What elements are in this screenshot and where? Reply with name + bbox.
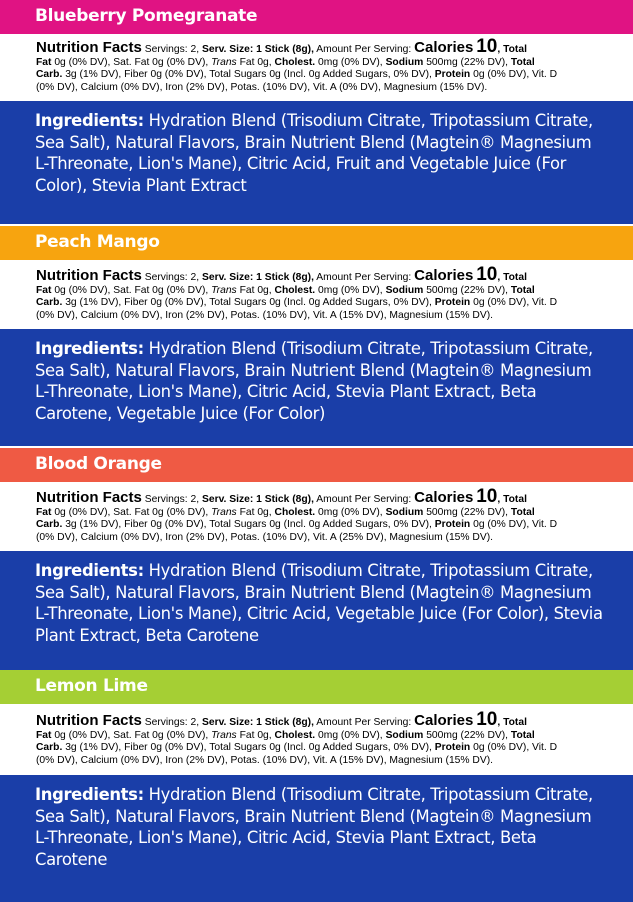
sodium-value: 500mg (22% DV), bbox=[426, 506, 509, 518]
trans-label: Trans bbox=[211, 284, 237, 296]
calories-label: Calories bbox=[414, 712, 474, 729]
servings-text: Servings: 2, bbox=[144, 272, 200, 283]
calories-label: Calories bbox=[414, 489, 474, 506]
protein-value: 0g (0% DV), Vit. D bbox=[473, 297, 558, 309]
serv-size-label: Serv. Size: bbox=[201, 272, 254, 283]
flavor-header bbox=[0, 226, 633, 260]
sodium-value: 500mg (22% DV), bbox=[426, 56, 509, 68]
total-label: , Total bbox=[497, 494, 527, 505]
calories-label: Calories bbox=[414, 267, 474, 284]
carb-label: Carb. bbox=[36, 519, 63, 531]
carb-label: Carb. bbox=[36, 297, 63, 309]
servings-text: Servings: 2, bbox=[144, 494, 200, 505]
trans-value: Fat 0g, bbox=[239, 56, 272, 68]
protein-label: Protein bbox=[434, 297, 471, 309]
servings-text: Servings: 2, bbox=[144, 44, 200, 55]
nutrition-facts-panel bbox=[0, 707, 633, 774]
servings-text: Servings: 2, bbox=[144, 717, 200, 728]
ingredients-text: Hydration Blend (Trisodium Citrate, Tripotassium Citrate, Sea Salt), Natural Flavors, Brain Nutrient Blend (Magtein® Magnesium L-Threonate, Lion's Mane), Citric Acid, Fruit and Vegetable Juice (For Color), Stevia Plant Extract bbox=[35, 111, 593, 195]
trans-label: Trans bbox=[211, 56, 237, 68]
fat-value: 0g (0% DV), Sat. Fat 0g (0% DV), bbox=[54, 729, 209, 741]
protein-value: 0g (0% DV), Vit. D bbox=[473, 519, 558, 531]
nutrition-facts-panel bbox=[0, 484, 633, 551]
serv-size-label: Serv. Size: bbox=[201, 44, 254, 55]
carb-label: Carb. bbox=[36, 742, 63, 754]
serv-size-value: 1 Stick (8g), bbox=[256, 717, 314, 728]
ingredients-text: Hydration Blend (Trisodium Citrate, Tripotassium Citrate, Sea Salt), Natural Flavors, Brain Nutrient Blend (Magtein® Magnesium L-Threonate, Lion's Mane), Citric Acid, Vegetable Juice (For Color), Stevia Plant Extract, Beta Carotene bbox=[35, 561, 603, 645]
sodium-label: Sodium bbox=[385, 56, 424, 68]
protein-value: 0g (0% DV), Vit. D bbox=[473, 742, 558, 754]
carb-label: Carb. bbox=[36, 69, 63, 81]
total-carb-label: Total bbox=[510, 284, 535, 296]
cholest-label: Cholest. bbox=[274, 56, 316, 68]
sodium-value: 500mg (22% DV), bbox=[426, 729, 509, 741]
serv-size-label: Serv. Size: bbox=[201, 717, 254, 728]
nutrition-facts-panel bbox=[0, 34, 633, 101]
carb-value: 3g (1% DV), Fiber 0g (0% DV), Total Sugars 0g (Incl. 0g Added Sugars, 0% DV), bbox=[65, 519, 432, 531]
fat-value: 0g (0% DV), Sat. Fat 0g (0% DV), bbox=[54, 284, 209, 296]
total-label: , Total bbox=[497, 44, 527, 55]
trans-value: Fat 0g, bbox=[239, 284, 272, 296]
total-carb-label: Total bbox=[510, 56, 535, 68]
fat-label: Fat bbox=[36, 284, 52, 296]
ingredients-panel bbox=[0, 329, 633, 446]
fat-value: 0g (0% DV), Sat. Fat 0g (0% DV), bbox=[54, 506, 209, 518]
vitamins-line: (0% DV), Calcium (0% DV), Iron (2% DV), Potas. (10% DV), Vit. A (15% DV), Magnesium (15% DV). bbox=[36, 309, 494, 321]
flavor-name: Lemon Lime bbox=[35, 676, 148, 696]
protein-label: Protein bbox=[434, 519, 471, 531]
carb-value: 3g (1% DV), Fiber 0g (0% DV), Total Sugars 0g (Incl. 0g Added Sugars, 0% DV), bbox=[65, 297, 432, 309]
serv-size-value: 1 Stick (8g), bbox=[256, 494, 314, 505]
sodium-label: Sodium bbox=[385, 729, 424, 741]
trans-label: Trans bbox=[211, 506, 237, 518]
ingredients-label: Ingredients: bbox=[35, 111, 144, 130]
fat-label: Fat bbox=[36, 56, 52, 68]
ingredients-label: Ingredients: bbox=[35, 785, 144, 804]
amount-per-serving: Amount Per Serving: bbox=[316, 494, 412, 505]
protein-value: 0g (0% DV), Vit. D bbox=[473, 69, 558, 81]
carb-value: 3g (1% DV), Fiber 0g (0% DV), Total Sugars 0g (Incl. 0g Added Sugars, 0% DV), bbox=[65, 742, 432, 754]
calories-label: Calories bbox=[414, 39, 474, 56]
total-carb-label: Total bbox=[510, 506, 535, 518]
vitamins-line: (0% DV), Calcium (0% DV), Iron (2% DV), Potas. (10% DV), Vit. A (25% DV), Magnesium (15% DV). bbox=[36, 531, 494, 543]
calories-value: 10 bbox=[476, 486, 498, 507]
cholest-label: Cholest. bbox=[274, 729, 316, 741]
cholest-value: 0mg (0% DV), bbox=[318, 284, 383, 296]
ingredients-panel bbox=[0, 775, 633, 902]
nutrition-facts-panel bbox=[0, 262, 633, 329]
fat-value: 0g (0% DV), Sat. Fat 0g (0% DV), bbox=[54, 56, 209, 68]
calories-value: 10 bbox=[476, 264, 498, 285]
total-label: , Total bbox=[497, 272, 527, 283]
flavor-name: Blood Orange bbox=[35, 454, 162, 474]
protein-label: Protein bbox=[434, 69, 471, 81]
sodium-value: 500mg (22% DV), bbox=[426, 284, 509, 296]
serv-size-value: 1 Stick (8g), bbox=[256, 272, 314, 283]
flavor-name: Peach Mango bbox=[35, 232, 160, 252]
total-label: , Total bbox=[497, 717, 527, 728]
trans-value: Fat 0g, bbox=[239, 729, 272, 741]
cholest-value: 0mg (0% DV), bbox=[318, 506, 383, 518]
nutrition-facts-title: Nutrition Facts bbox=[36, 712, 142, 729]
amount-per-serving: Amount Per Serving: bbox=[316, 717, 412, 728]
sodium-label: Sodium bbox=[385, 284, 424, 296]
cholest-value: 0mg (0% DV), bbox=[318, 56, 383, 68]
flavor-name: Blueberry Pomegranate bbox=[35, 6, 258, 26]
flavor-header bbox=[0, 448, 633, 482]
trans-label: Trans bbox=[211, 729, 237, 741]
serv-size-value: 1 Stick (8g), bbox=[256, 44, 314, 55]
ingredients-panel bbox=[0, 551, 633, 670]
cholest-label: Cholest. bbox=[274, 506, 316, 518]
ingredients-text: Hydration Blend (Trisodium Citrate, Tripotassium Citrate, Sea Salt), Natural Flavors, Brain Nutrient Blend (Magtein® Magnesium L-Threonate, Lion's Mane), Citric Acid, Stevia Plant Extract, Beta Carotene bbox=[35, 785, 593, 869]
nutrition-facts-title: Nutrition Facts bbox=[36, 267, 142, 284]
cholest-label: Cholest. bbox=[274, 284, 316, 296]
vitamins-line: (0% DV), Calcium (0% DV), Iron (2% DV), Potas. (10% DV), Vit. A (0% DV), Magnesium (15% DV). bbox=[36, 81, 488, 93]
nutrition-facts-title: Nutrition Facts bbox=[36, 39, 142, 56]
ingredients-text: Hydration Blend (Trisodium Citrate, Tripotassium Citrate, Sea Salt), Natural Flavors, Brain Nutrient Blend (Magtein® Magnesium L-Threonate, Lion's Mane), Citric Acid, Stevia Plant Extract, Beta Carotene, Vegetable Juice (For Color) bbox=[35, 339, 593, 423]
calories-value: 10 bbox=[476, 709, 498, 730]
trans-value: Fat 0g, bbox=[239, 506, 272, 518]
amount-per-serving: Amount Per Serving: bbox=[316, 44, 412, 55]
cholest-value: 0mg (0% DV), bbox=[318, 729, 383, 741]
ingredients-label: Ingredients: bbox=[35, 561, 144, 580]
flavor-header bbox=[0, 670, 633, 704]
nutrition-facts-title: Nutrition Facts bbox=[36, 489, 142, 506]
total-carb-label: Total bbox=[510, 729, 535, 741]
calories-value: 10 bbox=[476, 36, 498, 57]
carb-value: 3g (1% DV), Fiber 0g (0% DV), Total Sugars 0g (Incl. 0g Added Sugars, 0% DV), bbox=[65, 69, 432, 81]
vitamins-line: (0% DV), Calcium (0% DV), Iron (2% DV), Potas. (10% DV), Vit. A (15% DV), Magnesium (15% DV). bbox=[36, 754, 494, 766]
sodium-label: Sodium bbox=[385, 506, 424, 518]
fat-label: Fat bbox=[36, 506, 52, 518]
ingredients-panel bbox=[0, 101, 633, 224]
ingredients-label: Ingredients: bbox=[35, 339, 144, 358]
flavor-header bbox=[0, 0, 633, 34]
serv-size-label: Serv. Size: bbox=[201, 494, 254, 505]
amount-per-serving: Amount Per Serving: bbox=[316, 272, 412, 283]
protein-label: Protein bbox=[434, 742, 471, 754]
fat-label: Fat bbox=[36, 729, 52, 741]
